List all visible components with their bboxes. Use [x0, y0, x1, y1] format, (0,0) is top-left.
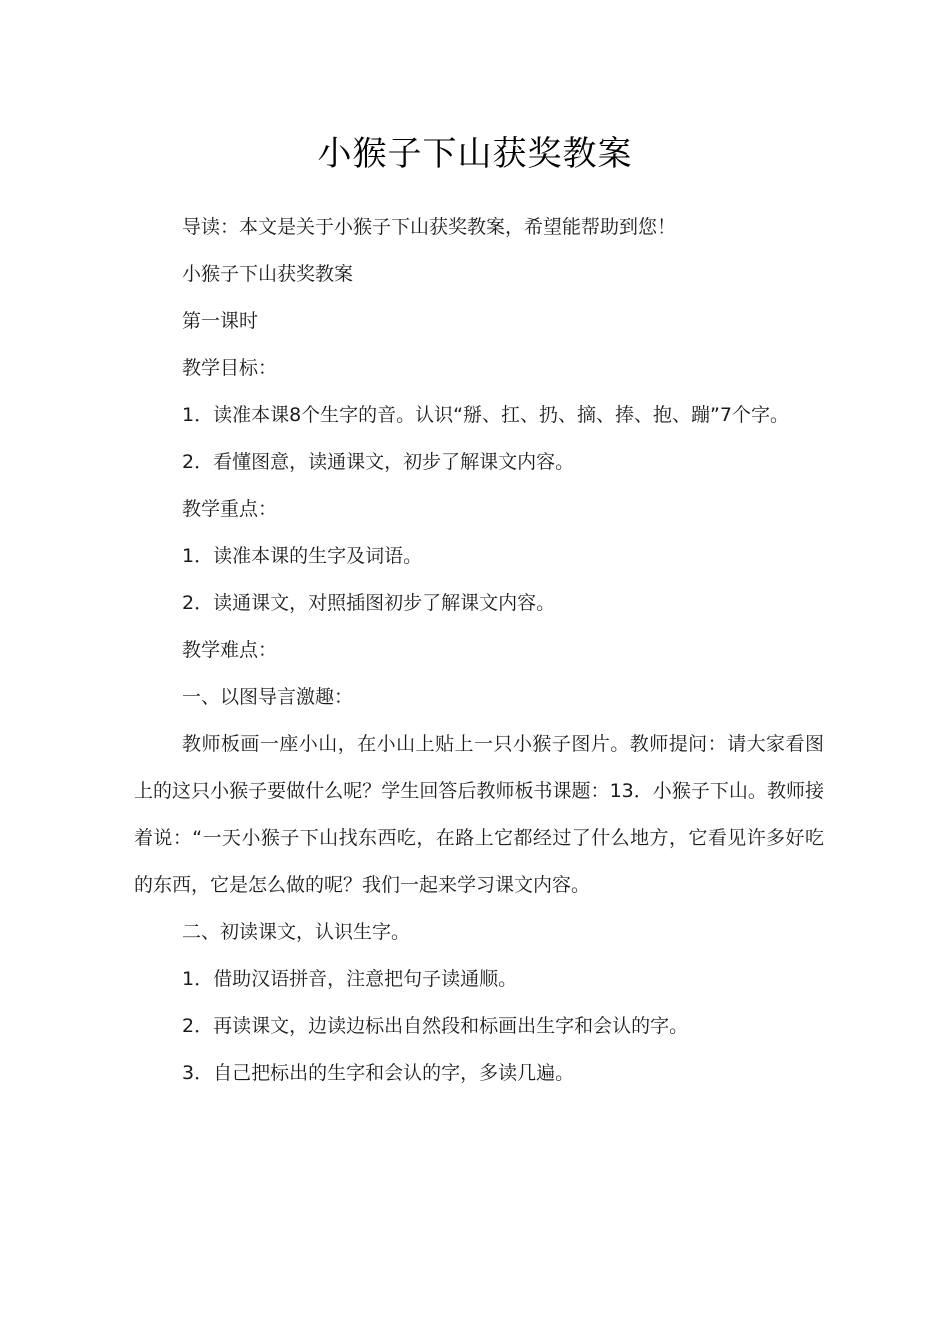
focus-item-1: 1．读准本课的生字及词语。 [182, 545, 423, 567]
goal-item-2: 2．看懂图意，读通课文，初步了解课文内容。 [182, 451, 575, 473]
paragraph-intro: 导读：本文是关于小猴子下山获奖教案，希望能帮助到您！ [182, 216, 677, 238]
section-2-item-2: 2．再读课文，边读边标出自然段和标画出生字和会认的字。 [182, 1015, 689, 1037]
heading-teaching-focus: 教学重点： [182, 498, 278, 520]
section-2-item-1: 1．借助汉语拼音，注意把句子读通顺。 [182, 968, 518, 990]
section-2-heading: 二、初读课文，认识生字。 [182, 921, 411, 943]
document-title: 小猴子下山获奖教案 [317, 134, 633, 174]
section-1-heading: 一、以图导言激趣： [182, 686, 354, 708]
paragraph-subtitle: 小猴子下山获奖教案 [182, 263, 354, 285]
section-1-body: 教师板画一座小山，在小山上贴上一只小猴子图片。教师提问：请大家看图上的这只小猴子要做什么呢？学生回答后教师板书课题：13．小猴子下山。教师接着说：“一天小猴子下山找东西吃，在路上它都经过了什么地方，它看见许多好吃的东西，它是怎么做的呢？我们一起来学习课文内容。 [134, 733, 824, 896]
focus-item-2: 2．读通课文，对照插图初步了解课文内容。 [182, 592, 556, 614]
document-body [134, 204, 824, 1097]
section-2-item-3: 3．自己把标出的生字和会认的字，多读几遍。 [182, 1062, 575, 1084]
heading-teaching-goals: 教学目标： [182, 357, 278, 379]
goal-item-1: 1．读准本课8个生字的音。认识“掰、扛、扔、摘、捧、抱、蹦”7个字。 [182, 404, 789, 426]
paragraph-lesson: 第一课时 [182, 310, 259, 332]
heading-teaching-difficulty: 教学难点： [182, 639, 278, 661]
